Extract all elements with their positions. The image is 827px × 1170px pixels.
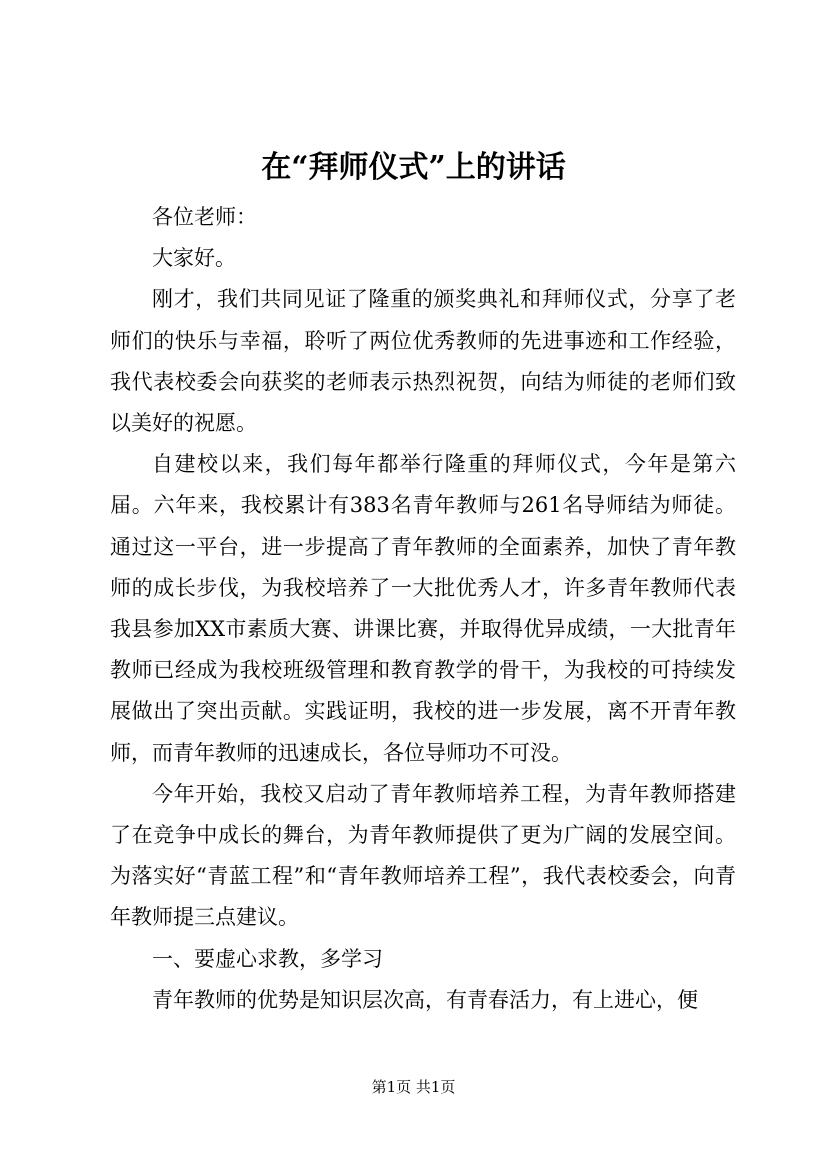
document-body [110, 197, 736, 1021]
document-title: 在“拜师仪式”上的讲话 [261, 150, 566, 185]
body-paragraph: 刚才，我们共同见证了隆重的颁奖典礼和拜师仪式，分享了老师们的快乐与幸福，聆听了两位优秀教师的先进事迹和工作经验，我代表校委会向获奖的老师表示热烈祝贺，向结为师徒的老师们致以美好的祝愿。 [110, 287, 736, 436]
body-paragraph: 自建校以来，我们每年都举行隆重的拜师仪式，今年是第六届。六年来，我校累计有383名青年教师与261名导师结为师徒。通过这一平台，进一步提高了青年教师的全面素养，加快了青年教师的成长步伐，为我校培养了一大批优秀人才，许多青年教师代表我县参加XX市素质大赛、讲课比赛，并取得优异成绩，一大批青年教师已经成为我校班级管理和教育教学的骨干，为我校的可持续发展做出了突出贡献。实践证明，我校的进一步发展，离不开青年教师，而青年教师的迅速成长，各位导师功不可没。 [110, 452, 736, 765]
page-footer: 第1页 共1页 [371, 1078, 456, 1096]
body-paragraph: 今年开始，我校又启动了青年教师培养工程，为青年教师搭建了在竞争中成长的舞台，为青年教师提供了更为广阔的发展空间。为落实好“青蓝工程”和“青年教师培养工程”，我代表校委会，向青年教师提三点建议。 [110, 781, 736, 930]
section-heading: 一、要虚心求教，多学习 [152, 946, 383, 971]
greeting: 大家好。 [152, 246, 236, 271]
body-paragraph: 青年教师的优势是知识层次高，有青春活力，有上进心，便 [152, 987, 698, 1012]
salutation: 各位老师： [152, 205, 257, 229]
